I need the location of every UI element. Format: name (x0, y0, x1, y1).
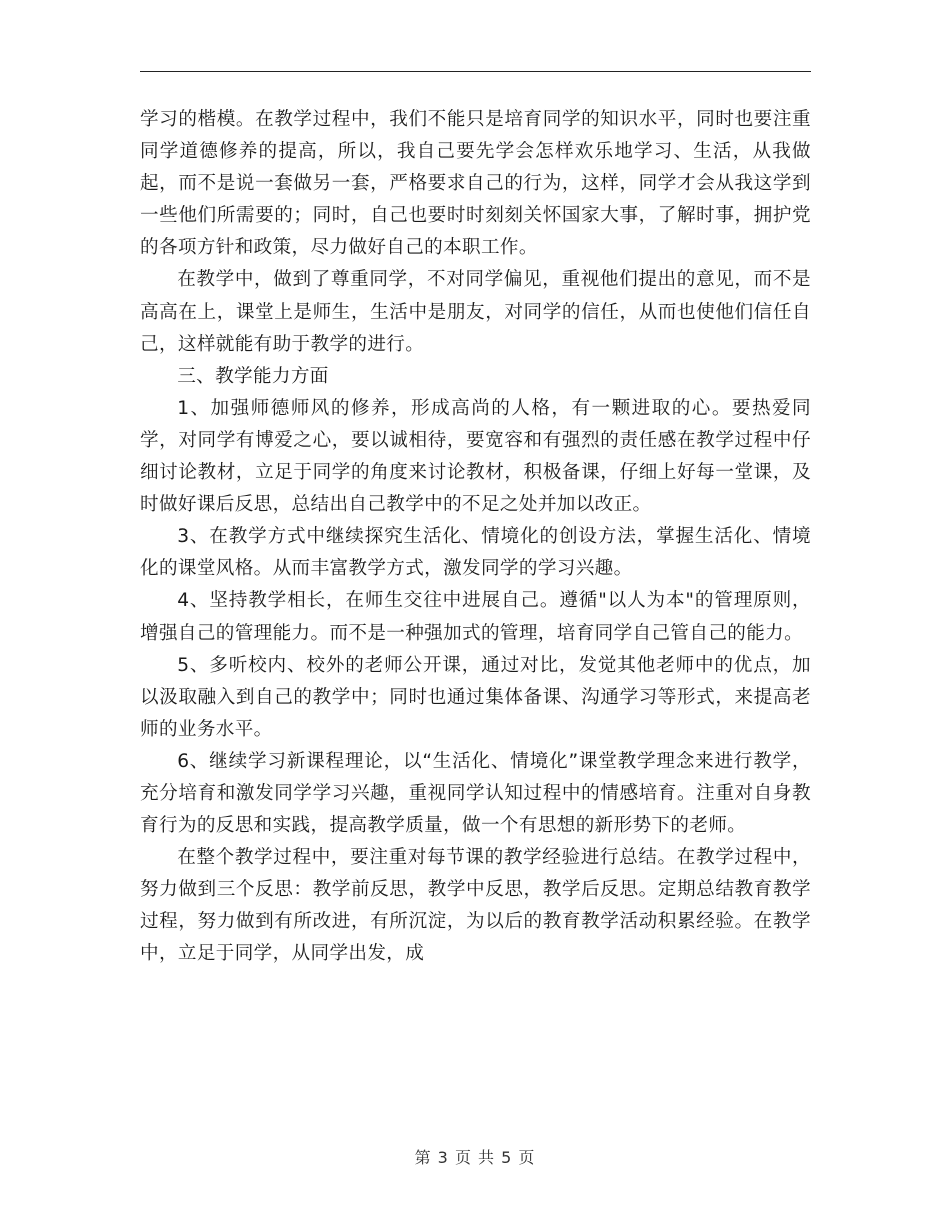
footer-middle: 页 共 (454, 1148, 496, 1167)
footer-prefix: 第 (414, 1148, 432, 1167)
paragraph-item-6: 6、继续学习新课程理论，以“生活化、情境化”课堂教学理念来进行教学，充分培育和激发同学学习兴趣，重视同学认知过程中的情感培育。注重对自身教育行为的反思和实践，提高教学质量，做一个有思想的新形势下的老师。 (140, 750, 811, 837)
document-body (140, 104, 811, 971)
paragraph-item-3: 3、在教学方式中继续探究生活化、情境化的创设方法，掌握生活化、情境化的课堂风格。从而丰富教学方式，激发同学的学习兴趣。 (140, 526, 811, 580)
paragraph-item-1: 1、加强师德师风的修养，形成高尚的人格，有一颗进取的心。要热爱同学，对同学有博爱之心，要以诚相待，要宽容和有强烈的责任感在教学过程中仔细讨论教材，立足于同学的角度来讨论教材，积极备课，仔细上好每一堂课，及时做好课后反思，总结出自己教学中的不足之处并加以改正。 (140, 397, 811, 516)
footer-total-pages: 5 (501, 1148, 513, 1167)
paragraph-summary: 在整个教学过程中，要注重对每节课的教学经验进行总结。在教学过程中，努力做到三个反思：教学前反思，教学中反思，教学后反思。定期总结教育教学过程，努力做到有所改进，有所沉淀，为以后的教育教学活动积累经验。在教学中，立足于同学，从同学出发，成 (140, 847, 811, 965)
header-rule (140, 71, 811, 72)
paragraph-2: 在教学中，做到了尊重同学，不对同学偏见，重视他们提出的意见，而不是高高在上，课堂上是师生，生活中是朋友，对同学的信任，从而也使他们信任自己，这样就能有助于教学的进行。 (140, 269, 811, 355)
footer-current-page: 3 (437, 1148, 449, 1167)
page-footer (0, 1145, 950, 1168)
paragraph-1: 学习的楷模。在教学过程中，我们不能只是培育同学的知识水平，同时也要注重同学道德修养的提高，所以，我自己要先学会怎样欢乐地学习、生活，从我做起，而不是说一套做另一套，严格要求自己的行为，这样，同学才会从我这学到一些他们所需要的；同时，自己也要时时刻刻关怀国家大事，了解时事，拥护党的各项方针和政策，尽力做好自己的本职工作。 (140, 109, 811, 259)
paragraph-item-5: 5、多听校内、校外的老师公开课，通过对比，发觉其他老师中的优点，加以汲取融入到自己的教学中；同时也通过集体备课、沟通学习等形式，来提高老师的业务水平。 (140, 654, 811, 740)
section-heading: 三、教学能力方面 (177, 365, 329, 387)
paragraph-item-4: 4、坚持教学相长，在师生交往中进展自己。遵循"以人为本"的管理原则，增强自己的管理能力。而不是一种强加式的管理，培育同学自己管自己的能力。 (140, 590, 811, 644)
footer-suffix: 页 (518, 1148, 536, 1167)
